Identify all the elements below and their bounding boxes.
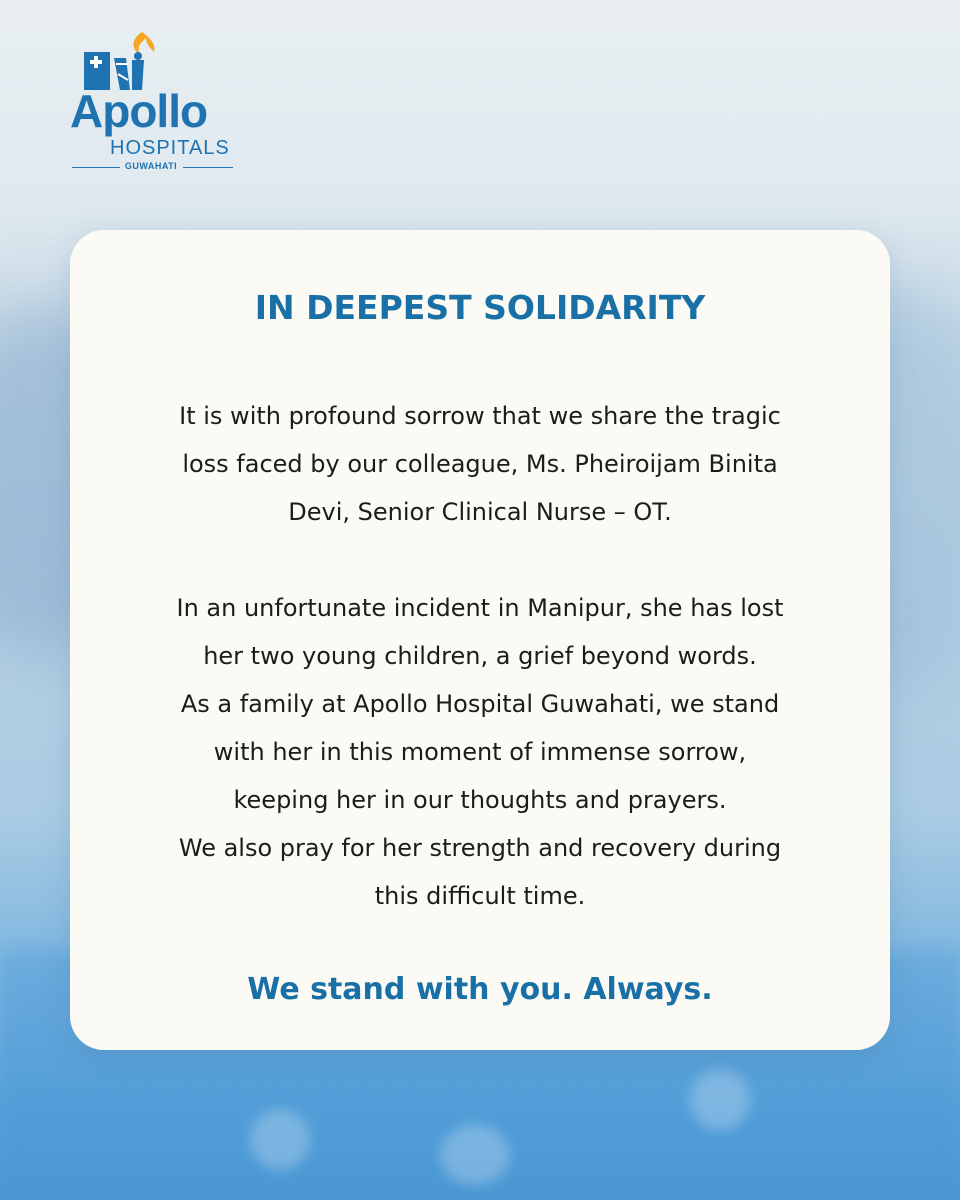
apollo-logo (66, 30, 246, 180)
text-line: We also pray for her strength and recovery during (178, 834, 782, 862)
card-title: IN DEEPEST SOLIDARITY (254, 288, 706, 327)
text-line: her two young children, a grief beyond words. (203, 642, 757, 670)
message-card (70, 230, 890, 1050)
text-line: keeping her in our thoughts and prayers. (233, 786, 727, 814)
logo-location: GUWAHATI (124, 161, 178, 171)
bokeh-light (440, 1125, 510, 1185)
logo-emblem-icon (80, 30, 170, 92)
bokeh-light (250, 1110, 310, 1170)
bokeh-light (690, 1070, 750, 1130)
text-line: It is with profound sorrow that we share the tragic (179, 402, 781, 430)
paragraph-solidarity (110, 584, 850, 920)
text-line: Devi, Senior Clinical Nurse – OT. (288, 498, 672, 526)
text-line: this difficult time. (374, 882, 586, 910)
text-line: loss faced by our colleague, Ms. Pheiroijam Binita (182, 450, 778, 478)
logo-subtitle: HOSPITALS (110, 137, 230, 159)
closing-statement: We stand with you. Always. (247, 972, 713, 1007)
text-line: As a family at Apollo Hospital Guwahati, we stand (180, 690, 780, 718)
paragraph-announcement (110, 392, 850, 536)
text-line: with her in this moment of immense sorrow, (213, 738, 747, 766)
text-line: In an unfortunate incident in Manipur, she has lost (176, 594, 784, 622)
logo-wordmark: Apollo (70, 85, 208, 137)
